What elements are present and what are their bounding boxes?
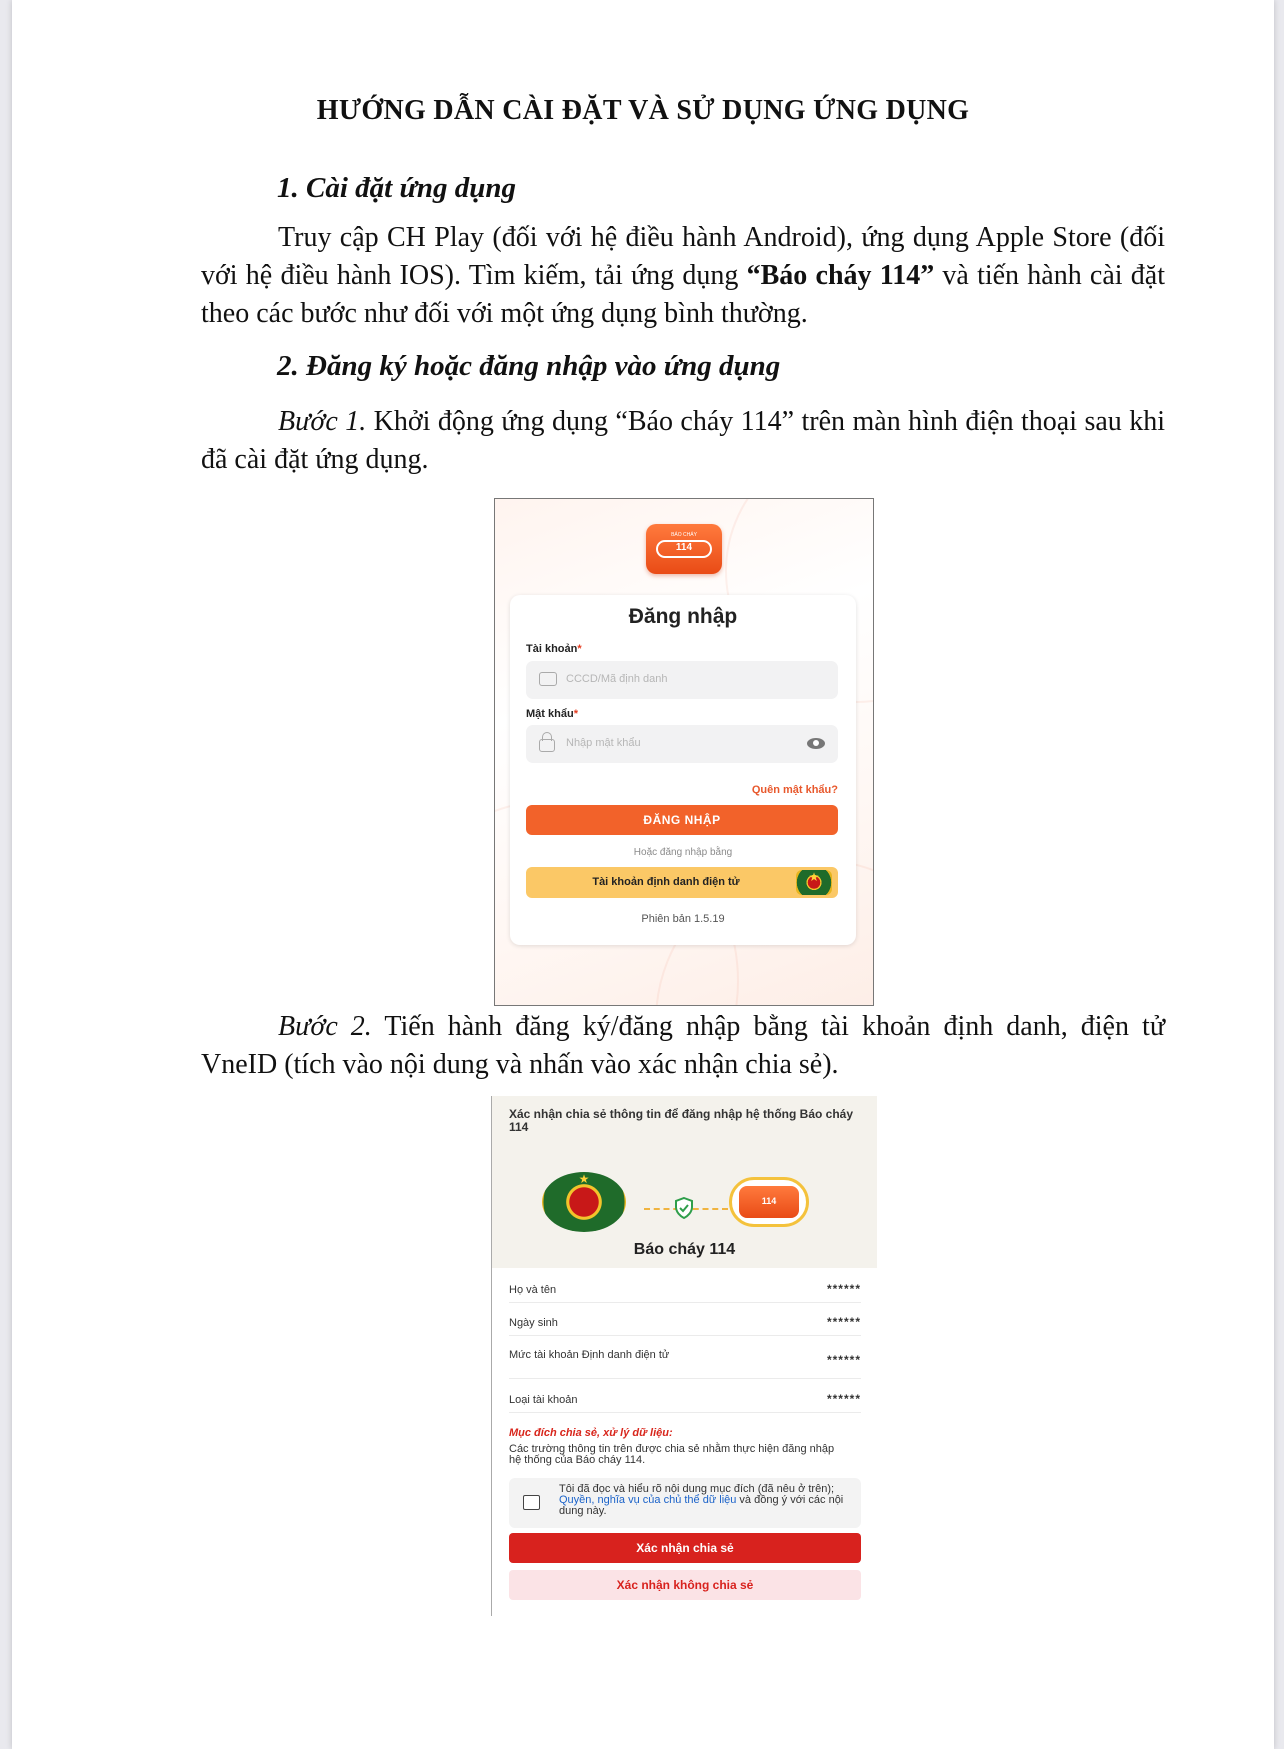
- consent-text-part: và đồng ý với các nội dung này.: [559, 1494, 844, 1517]
- consent-checkbox[interactable]: [523, 1495, 540, 1510]
- purpose-text: Các trường thông tin trên được chia sẻ nhằm thực hiện đăng nhập hệ thống của Báo cháy 114.: [509, 1443, 835, 1466]
- app-name-quote: “Báo cháy 114”: [746, 260, 935, 291]
- document-title: HƯỚNG DẪN CÀI ĐẶT VÀ SỬ DỤNG ỨNG DỤNG: [316, 95, 970, 126]
- field-label: Loại tài khoản: [509, 1394, 578, 1406]
- field-row: [509, 1342, 861, 1379]
- step1-text: Khởi động ứng dụng “Báo cháy 114” trên màn hình điện thoại sau khi đã cài đặt ứng dụng.: [201, 406, 1166, 475]
- section1-text: Truy cập CH Play (đối với hệ điều hành Android), ứng dụng Apple Store (đối với hệ điều hành IOS). Tìm kiếm, tải ứng dụng: [201, 222, 1165, 291]
- decline-share-button[interactable]: Xác nhận không chia sẻ: [509, 1570, 861, 1600]
- account-label-text: Tài khoản: [526, 643, 578, 655]
- section1-text-end: và tiến hành cài đặt theo các bước như đối với một ứng dụng bình thường.: [201, 260, 1165, 329]
- section1-paragraph: [201, 219, 1165, 333]
- password-placeholder: Nhập mật khẩu: [566, 737, 641, 749]
- password-label-text: Mật khẩu: [526, 708, 574, 720]
- step2-paragraph: [201, 1008, 1165, 1084]
- step2-label: Bước 2.: [278, 1011, 372, 1042]
- field-value: ******: [826, 1282, 861, 1296]
- logo-caption: BÁO CHÁY: [671, 532, 697, 538]
- eye-icon[interactable]: [807, 738, 825, 749]
- login-title: Đăng nhập: [628, 605, 738, 628]
- consent-agreement: [509, 1478, 861, 1528]
- verified-shield-icon: [674, 1197, 694, 1219]
- login-card: [510, 595, 856, 945]
- step2-text: Tiến hành đăng ký/đăng nhập bằng tài khoản định danh, điện tử VneID (tích vào nội dung và nhấn vào xác nhận chia sẻ).: [201, 1011, 1165, 1080]
- consent-header: Xác nhận chia sẻ thông tin để đăng nhập hệ thống Báo cháy 114: [509, 1107, 854, 1134]
- vneid-emblem-icon: [542, 1172, 626, 1232]
- vneid-button-label: Tài khoản định danh điện tử: [592, 876, 740, 888]
- confirm-share-button[interactable]: Xác nhận chia sẻ: [509, 1533, 861, 1563]
- forgot-password-link[interactable]: Quên mật khẩu?: [751, 784, 838, 796]
- lock-icon: [539, 739, 555, 752]
- logo-number: 114: [761, 1196, 777, 1206]
- logo-number: 114: [675, 542, 693, 553]
- or-login-with-text: Hoặc đăng nhập bằng: [633, 847, 733, 858]
- account-input[interactable]: [526, 661, 838, 699]
- field-row: [509, 1309, 861, 1336]
- password-label: [526, 708, 578, 720]
- section2-heading: 2. Đăng ký hoặc đăng nhập vào ứng dụng: [277, 350, 781, 382]
- field-label: Mức tài khoản Định danh điện tử: [509, 1349, 670, 1361]
- document-page: [12, 0, 1274, 1749]
- field-value: ******: [826, 1315, 861, 1329]
- field-row: [509, 1386, 861, 1413]
- login-screenshot: [494, 498, 874, 1006]
- consent-text-part: Tôi đã đọc và hiểu rõ nội dung mục đích (đã nêu ở trên);: [559, 1483, 835, 1495]
- account-placeholder: CCCD/Mã định danh: [566, 673, 668, 685]
- bao-chay-logo-icon: [646, 524, 722, 574]
- field-row: [509, 1276, 861, 1303]
- required-mark: *: [573, 708, 578, 720]
- app-version: Phiên bản 1.5.19: [641, 913, 725, 925]
- field-label: Họ và tên: [509, 1284, 557, 1296]
- account-label: [526, 643, 582, 655]
- step1-label: Bước 1.: [278, 406, 367, 437]
- step1-paragraph: [201, 403, 1165, 479]
- police-emblem-icon: [796, 870, 832, 895]
- id-card-icon: [539, 672, 557, 686]
- data-rights-link[interactable]: Quyền, nghĩa vụ của chủ thể dữ liệu: [559, 1494, 737, 1506]
- consent-text: [559, 1484, 854, 1517]
- password-input[interactable]: [526, 725, 838, 763]
- consent-screenshot: [491, 1096, 877, 1616]
- field-value: ******: [826, 1353, 861, 1367]
- field-value: ******: [826, 1392, 861, 1406]
- bao-chay-logo-icon: [729, 1177, 809, 1227]
- purpose-title: Mục đích chia sẻ, xử lý dữ liệu:: [509, 1427, 673, 1439]
- field-label: Ngày sinh: [509, 1317, 558, 1329]
- section1-heading: 1. Cài đặt ứng dụng: [277, 172, 516, 204]
- vneid-login-button[interactable]: [526, 867, 838, 898]
- app-name: Báo cháy 114: [633, 1241, 736, 1258]
- login-button[interactable]: ĐĂNG NHẬP: [526, 805, 838, 835]
- logo-inner: [739, 1186, 799, 1218]
- consent-header-area: [492, 1096, 877, 1268]
- required-mark: *: [577, 643, 582, 655]
